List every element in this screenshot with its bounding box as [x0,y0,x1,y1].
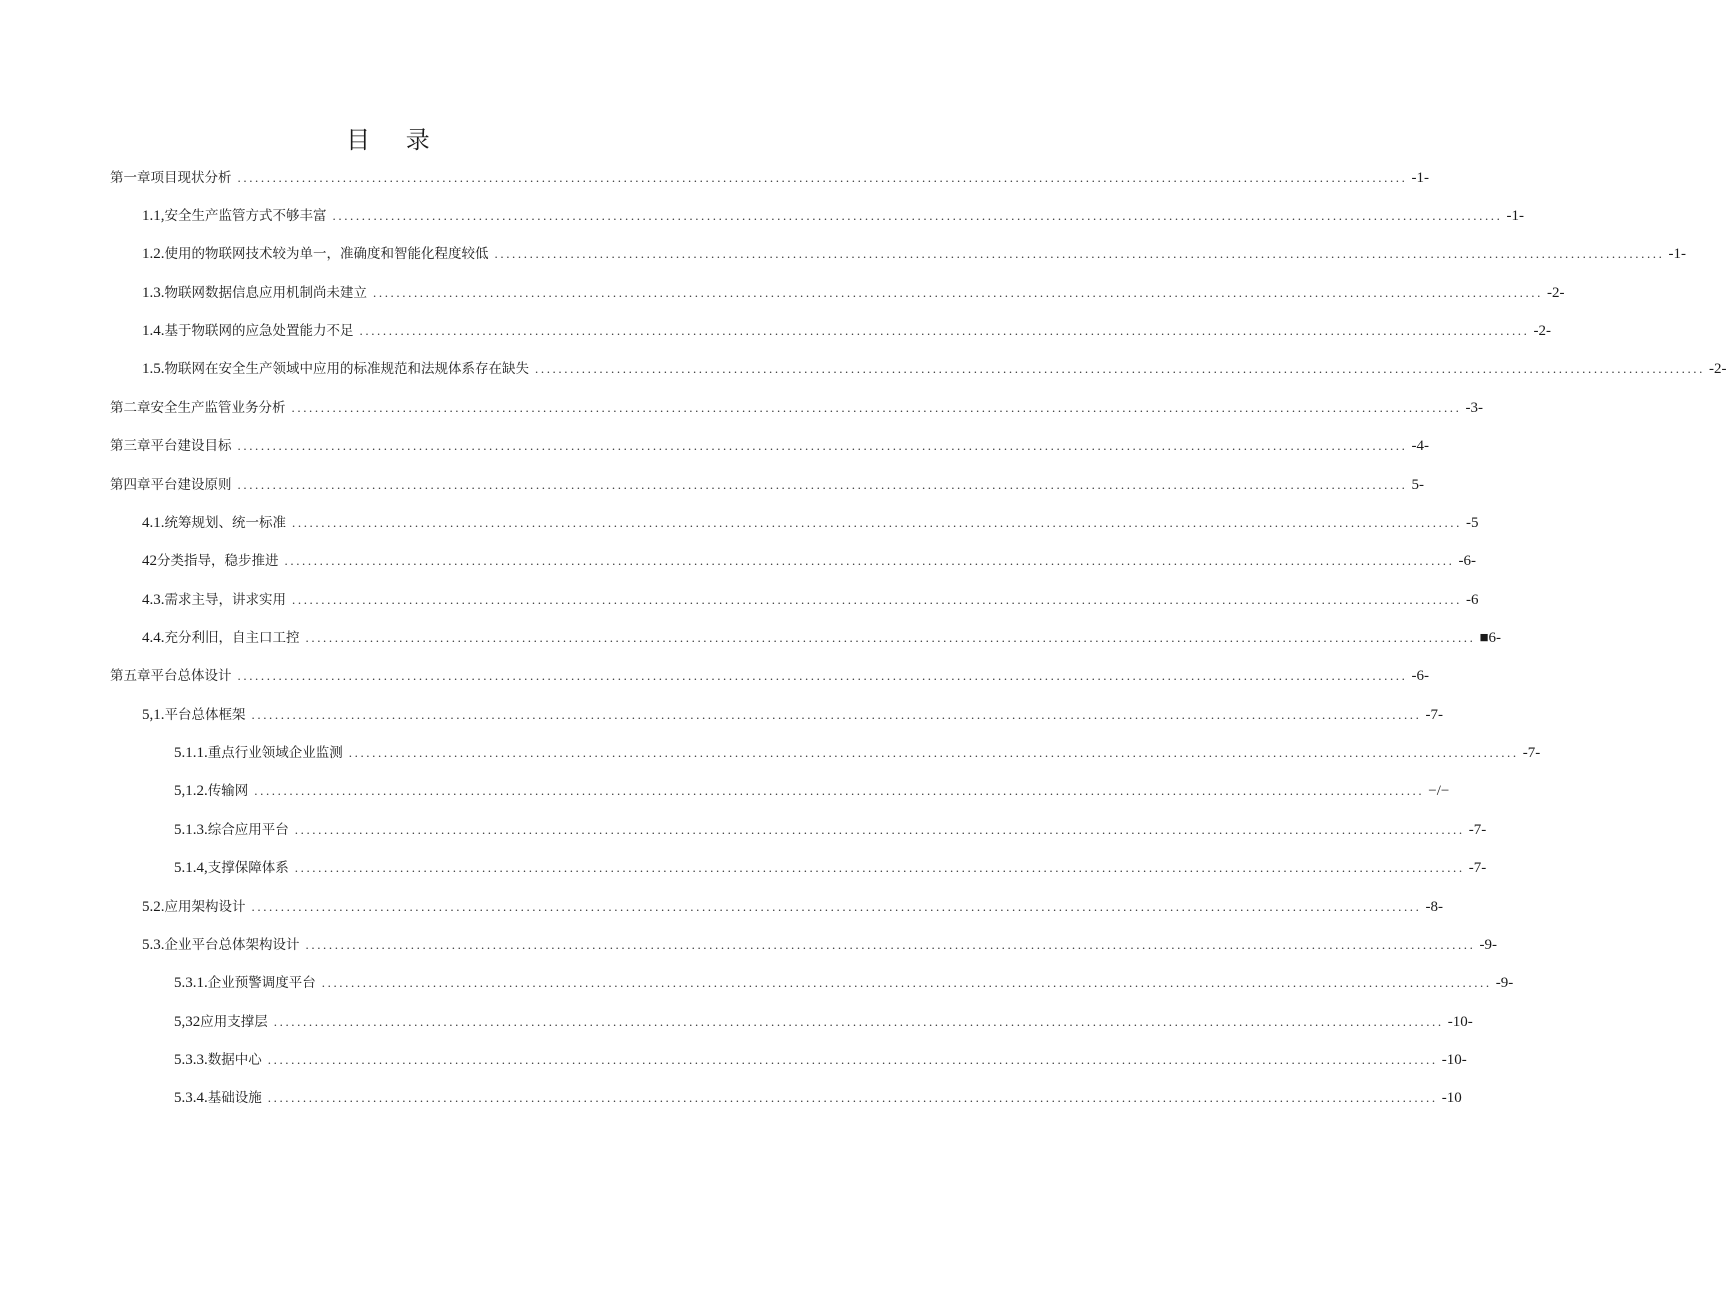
toc-entry-page: -9- [1479,937,1497,953]
toc-entry-title: 企业平台总体架构设计 [164,937,300,953]
toc-entry-page: -10- [1447,1014,1473,1030]
toc-entry-page: -4- [1411,438,1429,454]
toc-entry[interactable] [142,549,1476,571]
toc-entry[interactable] [142,281,1565,303]
toc-entry-title: 平台总体框架 [164,707,246,723]
toc-entry[interactable] [174,741,1541,763]
toc-entry-title: 综合应用平台 [207,822,289,838]
toc-entry-page: -2- [1533,323,1551,339]
toc-entry-number: 5.1.3. [174,822,208,838]
toc-entry-title: 充分利旧，自主口工控 [164,630,300,646]
toc-entry-page: -10- [1441,1052,1467,1068]
toc-entry-number: 5.1.4, [174,860,208,876]
toc-entry-number: 1.1, [142,208,165,224]
toc-entry[interactable] [142,319,1551,341]
dot-leader: ........................................................................................................................................................................................................ [267,1052,1438,1067]
toc-entry-title: 支撑保障体系 [207,860,289,876]
toc-entry-page: -6 [1466,592,1479,608]
toc-entry-title: 应用支撑层 [200,1014,268,1030]
dot-leader: ........................................................................................................................................................................................................ [535,361,1705,376]
toc-entry-page: -2- [1709,361,1727,377]
toc-entry[interactable] [142,933,1497,955]
toc-entry-page: -9- [1495,975,1514,991]
toc-entry[interactable] [174,779,1450,801]
toc-entry-title: 企业预警调度平台 [207,975,316,991]
toc-entry-title: 物联网在安全生产领域中应用的标准规范和法规体系存在缺失 [164,361,529,377]
toc-entry-page: -10 [1441,1090,1462,1106]
toc-entry-title: 安全生产监管方式不够丰富 [164,208,327,224]
toc-entry[interactable] [174,818,1487,840]
toc-entry-page: 5- [1411,477,1424,493]
dot-leader: ........................................................................................................................................................................................................ [292,515,1462,530]
toc-entry-number: 4.4. [142,630,165,646]
toc-entry-number: 5,1.2. [174,783,208,799]
toc-entry[interactable] [142,357,1727,379]
toc-entry-page: -7- [1425,707,1443,723]
toc-entry[interactable] [142,626,1502,648]
dot-leader: ........................................................................................................................................................................................................ [305,630,1476,645]
toc-entry[interactable] [174,1086,1462,1108]
toc-entry-number: 5,32 [174,1014,201,1030]
toc-entry-title: 数据中心 [207,1052,262,1068]
dot-leader: ........................................................................................................................................................................................................ [332,208,1503,223]
toc-entry[interactable] [110,473,1424,495]
toc-entry-number: 5,1. [142,707,165,723]
toc-entry-page: -2- [1547,285,1565,301]
dot-leader: ........................................................................................................................................................................................................ [284,553,1455,568]
toc-entry-page: -7- [1522,745,1541,761]
toc-entry[interactable] [142,511,1479,533]
toc-entry[interactable] [174,1010,1473,1032]
dot-leader: ........................................................................................................................................................................................................ [348,745,1519,760]
toc-entry-page: -6- [1458,553,1476,569]
toc-entry[interactable] [174,971,1514,993]
toc-entry-number: 5.3.4. [174,1090,208,1106]
dot-leader: ........................................................................................................................................................................................................ [494,246,1665,261]
toc-entry[interactable] [110,664,1429,686]
dot-leader: ........................................................................................................................................................................................................ [273,1014,1444,1029]
toc-entry-number: 5.1.1. [174,745,208,761]
dot-leader: ........................................................................................................................................................................................................ [305,937,1476,952]
toc-entry-number: 1.4. [142,323,165,339]
toc-entry-title: 第四章平台建设原则 [110,477,232,493]
toc-entry-number: 1.3. [142,285,165,301]
toc-entry[interactable] [142,895,1443,917]
toc-entry-title: 重点行业领域企业监测 [207,745,343,761]
toc-entry-title: 使用的物联网技术较为单一，准确度和智能化程度较低 [164,246,489,262]
toc-entry-page: -6- [1411,668,1429,684]
toc-entry[interactable] [110,166,1429,188]
toc-entry-number: 42 [142,553,157,569]
dot-leader: ........................................................................................................................................................................................................ [321,975,1492,990]
toc-entry-page: -1- [1668,246,1686,262]
toc-entry-number: 5.3.3. [174,1052,208,1068]
toc-entry-title: 第三章平台建设目标 [110,438,232,454]
toc-entry-title: 需求主导，讲求实用 [164,592,286,608]
toc-entry[interactable] [174,1048,1467,1070]
toc-entry[interactable] [142,204,1524,226]
toc-entry-page: -8- [1425,899,1443,915]
dot-leader: ........................................................................................................................................................................................................ [254,783,1425,798]
toc-entry[interactable] [142,242,1686,264]
dot-leader: ........................................................................................................................................................................................................ [373,285,1543,300]
toc-entry[interactable] [174,856,1487,878]
dot-leader: ........................................................................................................................................................................................................ [291,400,1462,415]
toc-entry-page: -1- [1411,170,1429,186]
dot-leader: ........................................................................................................................................................................................................ [237,438,1408,453]
dot-leader: ........................................................................................................................................................................................................ [294,822,1465,837]
dot-leader: ........................................................................................................................................................................................................ [294,860,1465,875]
toc-entry-title: 物联网数据信息应用机制尚未建立 [164,285,367,301]
dot-leader: ........................................................................................................................................................................................................ [251,707,1422,722]
dot-leader: ........................................................................................................................................................................................................ [251,899,1422,914]
toc-entry-number: 5.3.1. [174,975,208,991]
toc-entry-number: 5.3. [142,937,165,953]
dot-leader: ........................................................................................................................................................................................................ [237,477,1408,492]
toc-entry-title: 第二章安全生产监管业务分析 [110,400,286,416]
toc-entry-page: −/− [1428,783,1450,799]
toc-entry-title: 基于物联网的应急处置能力不足 [164,323,354,339]
toc-entry-title: 第一章项目现状分析 [110,170,232,186]
dot-leader: ........................................................................................................................................................................................................ [267,1090,1438,1105]
dot-leader: ........................................................................................................................................................................................................ [237,668,1408,683]
toc-entry-page: ■6- [1479,630,1502,646]
toc-entry-number: 5.2. [142,899,165,915]
toc-entry[interactable] [110,434,1429,456]
toc-entry-title: 统筹规划、统一标准 [164,515,286,531]
dot-leader: ........................................................................................................................................................................................................ [359,323,1530,338]
toc-entry-title: 传输网 [207,783,249,799]
toc-entry-number: 1.5. [142,361,165,377]
toc-entry-title: 应用架构设计 [164,899,246,915]
toc-entry-page: -1- [1506,208,1524,224]
toc-entry-title: 分类指导，稳步推进 [157,553,279,569]
toc-entry-page: -3- [1465,400,1483,416]
toc-entry[interactable] [110,396,1483,418]
toc-title: 目 录 [346,126,444,154]
toc-entry-page: -7- [1468,860,1487,876]
toc-entry-number: 4.1. [142,515,165,531]
toc-entry-number: 1.2. [142,246,165,262]
toc-entry[interactable] [142,703,1443,725]
toc-entry-number: 4.3. [142,592,165,608]
toc-entry[interactable] [142,588,1479,610]
toc-entry-title: 基础设施 [207,1090,262,1106]
toc-entry-page: -7- [1468,822,1487,838]
toc-entry-title: 第五章平台总体设计 [110,668,232,684]
toc-entry-page: -5 [1466,515,1479,531]
dot-leader: ........................................................................................................................................................................................................ [292,592,1462,607]
dot-leader: ........................................................................................................................................................................................................ [237,170,1408,185]
